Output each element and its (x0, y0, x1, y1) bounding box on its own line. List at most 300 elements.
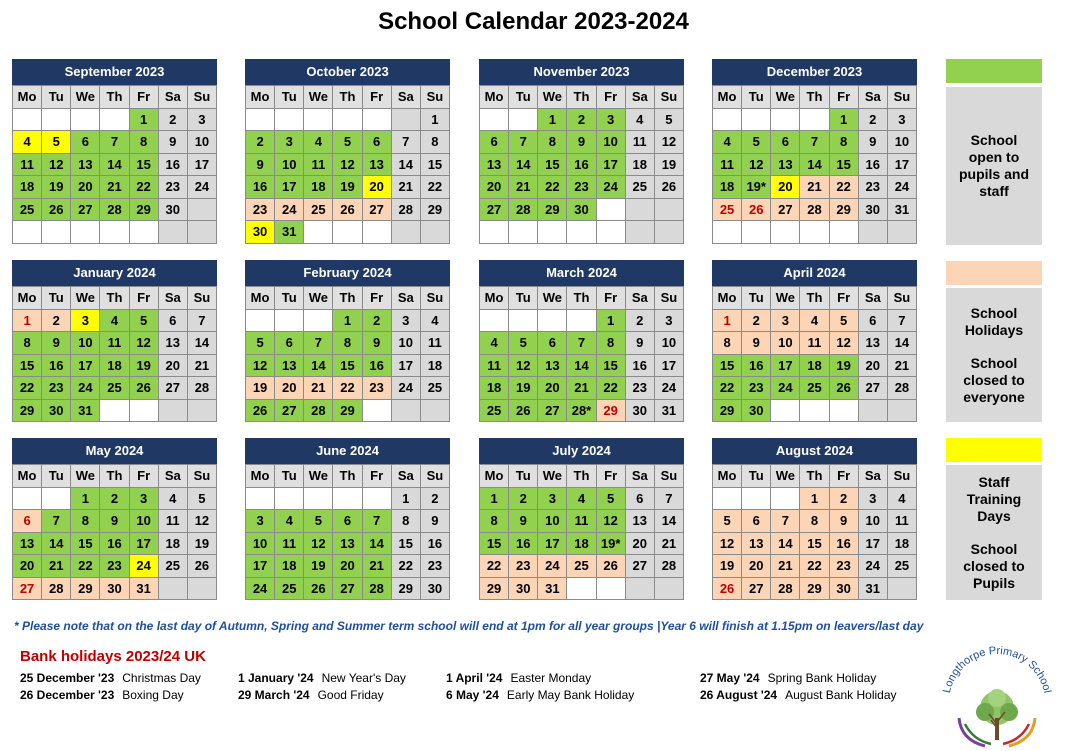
week-row (480, 332, 684, 355)
empty-day-cell (304, 221, 333, 244)
weekday-header: Fr (596, 287, 625, 310)
day-cell: 17 (771, 354, 800, 377)
day-cell: 14 (187, 332, 216, 355)
weekday-header: Fr (596, 465, 625, 488)
footnote: * Please note that on the last day of Autumn, Spring and Summer term school will end at 1pm for all year groups |Year 6 will finish at 1.15pm on leavers/last day (14, 619, 924, 633)
day-cell: 27 (71, 198, 100, 221)
day-cell: 23 (362, 377, 391, 400)
day-cell: 17 (538, 532, 567, 555)
weekday-header: Fr (829, 465, 858, 488)
day-cell: 29 (391, 577, 420, 600)
weekday-header: Sa (625, 465, 654, 488)
empty-day-cell (13, 487, 42, 510)
day-cell: 20 (480, 176, 509, 199)
day-cell: 9 (42, 332, 71, 355)
empty-day-cell (362, 399, 391, 422)
day-cell: 14 (800, 153, 829, 176)
empty-day-cell (420, 399, 449, 422)
weekday-header: We (304, 86, 333, 109)
day-cell: 1 (829, 108, 858, 131)
bank-holidays-title: Bank holidays 2023/24 UK (20, 648, 206, 665)
day-cell: 22 (129, 176, 158, 199)
day-cell: 27 (13, 577, 42, 600)
day-cell: 27 (333, 577, 362, 600)
day-cell: 21 (187, 354, 216, 377)
day-cell: 31 (538, 577, 567, 600)
day-cell: 2 (158, 108, 187, 131)
week-row (13, 487, 217, 510)
day-cell: 2 (625, 309, 654, 332)
weekday-header: We (538, 287, 567, 310)
empty-day-cell (858, 221, 887, 244)
month-grid (12, 464, 217, 600)
day-cell: 15 (800, 532, 829, 555)
day-cell: 25 (420, 377, 449, 400)
day-cell: 22 (800, 555, 829, 578)
day-cell: 26 (509, 399, 538, 422)
empty-day-cell (829, 221, 858, 244)
day-cell: 28 (800, 198, 829, 221)
day-cell: 29 (129, 198, 158, 221)
day-cell: 15 (420, 153, 449, 176)
bank-holiday-date: 29 March '24 (238, 688, 310, 702)
weekday-header: Su (887, 86, 916, 109)
day-cell: 2 (42, 309, 71, 332)
day-cell: 25 (480, 399, 509, 422)
empty-day-cell (187, 221, 216, 244)
legend-text: Training (966, 490, 1022, 507)
day-cell: 26 (829, 377, 858, 400)
day-cell: 23 (158, 176, 187, 199)
day-cell: 28 (771, 577, 800, 600)
bank-holiday-date: 27 May '24 (700, 671, 760, 685)
day-cell: 6 (71, 131, 100, 154)
week-row (480, 221, 684, 244)
day-cell: 23 (509, 555, 538, 578)
day-cell: 30 (625, 399, 654, 422)
weekday-header: Su (654, 287, 683, 310)
day-cell: 26 (304, 577, 333, 600)
day-cell: 5 (129, 309, 158, 332)
day-cell: 23 (246, 198, 275, 221)
empty-day-cell (480, 221, 509, 244)
day-cell: 6 (742, 510, 771, 533)
day-cell: 10 (654, 332, 683, 355)
weekday-header: Th (100, 465, 129, 488)
day-cell: 17 (246, 555, 275, 578)
weekday-header: Mo (246, 465, 275, 488)
day-cell: 31 (654, 399, 683, 422)
month-title: November 2023 (479, 59, 684, 85)
month-title: February 2024 (245, 260, 450, 286)
empty-day-cell (654, 221, 683, 244)
day-cell: 26 (654, 176, 683, 199)
bank-holiday-item (446, 688, 634, 702)
day-cell: 6 (333, 510, 362, 533)
bank-holiday-date: 1 April '24 (446, 671, 503, 685)
day-cell: 9 (420, 510, 449, 533)
day-cell: 20 (333, 555, 362, 578)
day-cell: 24 (391, 377, 420, 400)
legend-text: pupils and (959, 166, 1029, 182)
day-cell: 31 (887, 198, 916, 221)
day-cell: 30 (858, 198, 887, 221)
bank-holiday-date: 26 December '23 (20, 688, 115, 702)
weekday-header: Sa (158, 86, 187, 109)
day-cell: 1 (538, 108, 567, 131)
day-cell: 6 (13, 510, 42, 533)
weekday-header: We (304, 287, 333, 310)
day-cell: 13 (625, 510, 654, 533)
day-cell: 4 (887, 487, 916, 510)
legend-text: Holidays (964, 321, 1024, 338)
empty-day-cell (596, 198, 625, 221)
day-cell: 12 (129, 332, 158, 355)
weekday-header: Su (887, 287, 916, 310)
weekday-header: Fr (829, 86, 858, 109)
week-row (13, 131, 217, 154)
day-cell: 2 (829, 487, 858, 510)
day-cell: 22 (333, 377, 362, 400)
day-cell: 18 (275, 555, 304, 578)
empty-day-cell (596, 221, 625, 244)
day-cell: 27 (858, 377, 887, 400)
day-cell: 19 (187, 532, 216, 555)
day-cell: 21 (391, 176, 420, 199)
legend-swatch-holiday (946, 261, 1042, 285)
month-calendar (12, 59, 217, 244)
day-cell: 17 (187, 153, 216, 176)
empty-day-cell (275, 108, 304, 131)
day-cell: 19 (129, 354, 158, 377)
month-calendar (12, 438, 217, 600)
legend-text: Staff (978, 473, 1010, 490)
legend-text: open to (968, 149, 1020, 165)
day-cell: 31 (71, 399, 100, 422)
week-row (480, 354, 684, 377)
day-cell: 16 (829, 532, 858, 555)
bank-holiday-item (700, 671, 876, 685)
weekday-header: Sa (625, 287, 654, 310)
day-cell: 10 (887, 131, 916, 154)
weekday-header: Th (800, 465, 829, 488)
day-cell: 24 (246, 577, 275, 600)
day-cell: 23 (420, 555, 449, 578)
legend-swatch-training (946, 438, 1042, 462)
day-cell: 26 (333, 198, 362, 221)
weekday-header: Sa (858, 86, 887, 109)
week-row (480, 555, 684, 578)
day-cell: 11 (100, 332, 129, 355)
day-cell: 12 (304, 532, 333, 555)
day-cell: 30 (42, 399, 71, 422)
day-cell: 18 (304, 176, 333, 199)
week-row (246, 332, 450, 355)
empty-day-cell (420, 221, 449, 244)
empty-day-cell (304, 487, 333, 510)
empty-day-cell (391, 399, 420, 422)
day-cell: 10 (771, 332, 800, 355)
day-cell: 7 (100, 131, 129, 154)
day-cell: 22 (13, 377, 42, 400)
day-cell: 22 (391, 555, 420, 578)
weekday-header: Th (800, 287, 829, 310)
weekday-header: Sa (391, 287, 420, 310)
empty-day-cell (333, 221, 362, 244)
weekday-header: Th (567, 86, 596, 109)
day-cell: 4 (420, 309, 449, 332)
day-cell: 13 (771, 153, 800, 176)
weekday-header: Mo (13, 287, 42, 310)
week-row (246, 354, 450, 377)
empty-day-cell (480, 108, 509, 131)
day-cell: 22 (713, 377, 742, 400)
day-cell: 10 (596, 131, 625, 154)
week-row (246, 555, 450, 578)
empty-day-cell (246, 487, 275, 510)
empty-day-cell (187, 399, 216, 422)
day-cell: 22 (480, 555, 509, 578)
day-cell: 3 (187, 108, 216, 131)
week-row (13, 577, 217, 600)
legend-training (946, 465, 1042, 600)
empty-day-cell (275, 309, 304, 332)
day-cell: 11 (800, 332, 829, 355)
week-row (713, 487, 917, 510)
day-cell: 13 (538, 354, 567, 377)
day-cell: 30 (509, 577, 538, 600)
month-calendar (479, 438, 684, 600)
day-cell: 29 (480, 577, 509, 600)
day-cell: 9 (742, 332, 771, 355)
day-cell: 28 (187, 377, 216, 400)
day-cell: 9 (858, 131, 887, 154)
month-title: April 2024 (712, 260, 917, 286)
day-cell: 17 (391, 354, 420, 377)
day-cell: 24 (596, 176, 625, 199)
day-cell: 3 (391, 309, 420, 332)
day-cell: 2 (858, 108, 887, 131)
day-cell: 28 (100, 198, 129, 221)
day-cell: 5 (654, 108, 683, 131)
day-cell: 16 (246, 176, 275, 199)
weekday-header: Mo (13, 465, 42, 488)
day-cell: 7 (800, 131, 829, 154)
week-row (713, 510, 917, 533)
day-cell: 7 (509, 131, 538, 154)
day-cell: 28 (509, 198, 538, 221)
week-row (13, 176, 217, 199)
week-row (13, 221, 217, 244)
day-cell: 29 (13, 399, 42, 422)
weekday-header: Sa (858, 465, 887, 488)
month-title: May 2024 (12, 438, 217, 464)
day-cell: 28 (391, 198, 420, 221)
day-cell: 17 (596, 153, 625, 176)
day-cell: 26 (713, 577, 742, 600)
month-calendar (479, 59, 684, 244)
weekday-header: Tu (742, 86, 771, 109)
empty-day-cell (713, 221, 742, 244)
day-cell: 25 (625, 176, 654, 199)
weekday-header: Mo (713, 465, 742, 488)
day-cell: 26 (596, 555, 625, 578)
empty-day-cell (391, 221, 420, 244)
day-cell: 25 (567, 555, 596, 578)
day-cell: 7 (304, 332, 333, 355)
day-cell: 22 (829, 176, 858, 199)
empty-day-cell (129, 399, 158, 422)
empty-day-cell (538, 221, 567, 244)
month-calendar (712, 59, 917, 244)
week-row (13, 510, 217, 533)
day-cell: 8 (829, 131, 858, 154)
day-cell: 14 (771, 532, 800, 555)
day-cell: 1 (71, 487, 100, 510)
day-cell: 2 (420, 487, 449, 510)
bank-holiday-date: 26 August '24 (700, 688, 778, 702)
day-cell: 14 (567, 354, 596, 377)
day-cell: 1 (420, 108, 449, 131)
weekday-header: Sa (625, 86, 654, 109)
bank-holiday-name: Early May Bank Holiday (506, 688, 635, 702)
empty-day-cell (567, 221, 596, 244)
day-cell: 29 (538, 198, 567, 221)
day-cell: 3 (596, 108, 625, 131)
day-cell: 16 (362, 354, 391, 377)
weekday-header: Su (187, 287, 216, 310)
day-cell: 18 (480, 377, 509, 400)
empty-day-cell (713, 108, 742, 131)
day-cell: 18 (567, 532, 596, 555)
legend-text: closed to (963, 557, 1025, 574)
day-cell: 1 (713, 309, 742, 332)
day-cell: 4 (158, 487, 187, 510)
empty-day-cell (42, 108, 71, 131)
empty-day-cell (654, 577, 683, 600)
day-cell: 14 (887, 332, 916, 355)
week-row (480, 377, 684, 400)
day-cell: 9 (625, 332, 654, 355)
day-cell: 8 (800, 510, 829, 533)
day-cell: 15 (829, 153, 858, 176)
day-cell: 15 (129, 153, 158, 176)
empty-day-cell (538, 309, 567, 332)
day-cell: 3 (129, 487, 158, 510)
day-cell: 24 (654, 377, 683, 400)
day-cell: 17 (129, 532, 158, 555)
day-cell: 5 (713, 510, 742, 533)
day-cell: 1 (800, 487, 829, 510)
day-cell: 30 (829, 577, 858, 600)
bank-holiday-item (238, 671, 406, 685)
day-cell: 4 (100, 309, 129, 332)
day-cell: 10 (187, 131, 216, 154)
bank-holiday-date: 6 May '24 (446, 688, 499, 702)
week-row (480, 198, 684, 221)
bank-holiday-name: Christmas Day (122, 671, 201, 685)
day-cell: 16 (567, 153, 596, 176)
empty-day-cell (129, 221, 158, 244)
weekday-header: Th (100, 287, 129, 310)
weekday-header: Mo (480, 465, 509, 488)
empty-day-cell (246, 108, 275, 131)
day-cell: 18 (13, 176, 42, 199)
day-cell: 30 (567, 198, 596, 221)
empty-day-cell (246, 309, 275, 332)
week-row (480, 532, 684, 555)
empty-day-cell (187, 577, 216, 600)
week-row (13, 377, 217, 400)
empty-day-cell (625, 577, 654, 600)
day-cell: 7 (567, 332, 596, 355)
weekday-header: Tu (742, 287, 771, 310)
day-cell: 13 (742, 532, 771, 555)
legend-text: School (970, 132, 1018, 148)
week-row (13, 198, 217, 221)
weekday-header: Th (333, 465, 362, 488)
empty-day-cell (829, 399, 858, 422)
legend-text: Days (977, 507, 1011, 524)
day-cell: 30 (742, 399, 771, 422)
weekday-header: We (71, 287, 100, 310)
weekday-header: Fr (362, 465, 391, 488)
weekday-header: Sa (158, 465, 187, 488)
day-cell: 3 (771, 309, 800, 332)
day-cell: 16 (742, 354, 771, 377)
day-cell: 17 (887, 153, 916, 176)
week-row (713, 532, 917, 555)
day-cell: 15 (480, 532, 509, 555)
day-cell: 3 (246, 510, 275, 533)
day-cell: 11 (480, 354, 509, 377)
day-cell: 19 (509, 377, 538, 400)
weekday-header: We (71, 465, 100, 488)
day-cell: 2 (100, 487, 129, 510)
day-cell: 9 (362, 332, 391, 355)
legend-text: Pupils (972, 574, 1015, 591)
month-calendar (245, 438, 450, 600)
day-cell: 26 (42, 198, 71, 221)
day-cell: 6 (158, 309, 187, 332)
weekday-header: Tu (509, 86, 538, 109)
day-cell: 3 (858, 487, 887, 510)
week-row (713, 221, 917, 244)
day-cell: 29 (596, 399, 625, 422)
weekday-header: Tu (742, 465, 771, 488)
day-cell: 13 (480, 153, 509, 176)
weekday-header: Th (333, 86, 362, 109)
week-row (246, 131, 450, 154)
bank-holiday-name: New Year's Day (321, 671, 406, 685)
day-cell: 27 (362, 198, 391, 221)
day-cell: 31 (129, 577, 158, 600)
week-row (246, 309, 450, 332)
weekday-header: We (71, 86, 100, 109)
day-cell: 24 (187, 176, 216, 199)
day-cell: 25 (275, 577, 304, 600)
day-cell: 19 (42, 176, 71, 199)
day-cell: 18 (100, 354, 129, 377)
day-cell: 9 (509, 510, 538, 533)
month-grid (712, 286, 917, 422)
day-cell: 30 (246, 221, 275, 244)
day-cell: 27 (742, 577, 771, 600)
day-cell: 23 (42, 377, 71, 400)
week-row (713, 108, 917, 131)
day-cell: 15 (391, 532, 420, 555)
day-cell: 21 (100, 176, 129, 199)
